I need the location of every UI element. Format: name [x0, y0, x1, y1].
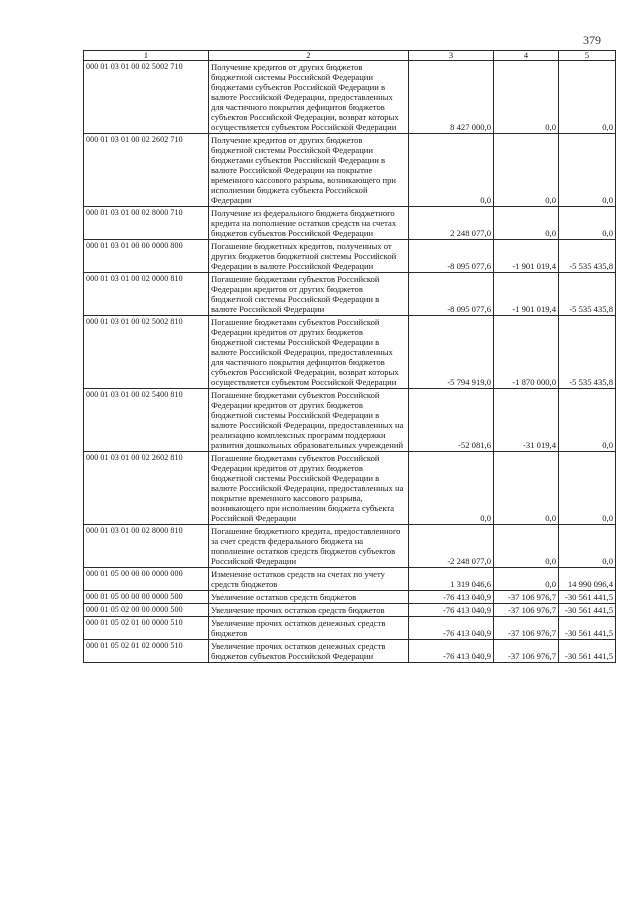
budget-code-cell: 000 01 03 01 00 02 8000 710 — [84, 207, 209, 240]
value-col5-cell: -5 535 435,8 — [559, 273, 616, 316]
table-row — [84, 134, 616, 207]
value-col4-cell: 0,0 — [494, 525, 559, 568]
budget-code-cell: 000 01 03 01 00 02 2602 810 — [84, 452, 209, 525]
table-row — [84, 568, 616, 591]
table-row — [84, 591, 616, 604]
value-col4-cell: -1 901 019,4 — [494, 240, 559, 273]
column-header-4: 4 — [494, 51, 559, 61]
description-cell: Получение из федерального бюджета бюджетного кредита на пополнение остатков средств на счетах бюджетов субъектов Российской Федерации — [209, 207, 409, 240]
value-col5-cell: 0,0 — [559, 389, 616, 452]
budget-code-cell: 000 01 03 01 00 02 0000 810 — [84, 273, 209, 316]
column-header-2: 2 — [209, 51, 409, 61]
value-col5-cell: -30 561 441,5 — [559, 604, 616, 617]
budget-code-cell: 000 01 05 02 00 00 0000 500 — [84, 604, 209, 617]
table-row — [84, 640, 616, 663]
value-col4-cell: 0,0 — [494, 568, 559, 591]
description-cell: Получение кредитов от других бюджетов бюджетной системы Российской Федерации бюджетами субъектов Российской Федерации в валюте Российской Федерации, предоставленных для частичного покрытия дефицитов бюджетов субъектов Российской Федерации, возврат которых осуществляется субъектом Российской Федерации — [209, 61, 409, 134]
column-header-5: 5 — [559, 51, 616, 61]
page-number: 379 — [583, 33, 601, 47]
value-col3-cell: -76 413 040,9 — [409, 604, 494, 617]
budget-code-cell: 000 01 03 01 00 00 0000 800 — [84, 240, 209, 273]
value-col3-cell: -8 095 077,6 — [409, 273, 494, 316]
value-col5-cell: 0,0 — [559, 452, 616, 525]
table-row — [84, 207, 616, 240]
description-cell: Изменение остатков средств на счетах по учету средств бюджетов — [209, 568, 409, 591]
value-col3-cell: -76 413 040,9 — [409, 617, 494, 640]
table-header-row — [84, 51, 616, 61]
budget-code-cell: 000 01 03 01 00 02 8000 810 — [84, 525, 209, 568]
value-col3-cell: -76 413 040,9 — [409, 640, 494, 663]
table-row — [84, 240, 616, 273]
value-col5-cell: -30 561 441,5 — [559, 591, 616, 604]
budget-code-cell: 000 01 05 02 01 02 0000 510 — [84, 640, 209, 663]
table-row — [84, 452, 616, 525]
value-col3-cell: 0,0 — [409, 134, 494, 207]
budget-sources-table — [83, 50, 616, 663]
description-cell: Получение кредитов от других бюджетов бюджетной системы Российской Федерации бюджетами субъектов Российской Федерации в валюте Российской Федерации на покрытие временного кассового разрыва, возникающего при исполнении бюджета субъекта Российской Федерации — [209, 134, 409, 207]
table-row — [84, 389, 616, 452]
value-col3-cell: -8 095 077,6 — [409, 240, 494, 273]
description-cell: Погашение бюджетами субъектов Российской Федерации кредитов от других бюджетов бюджетной системы Российской Федерации в валюте Российской Федерации, предоставленных на покрытие временного кассового разрыва, возникающего при исполнении бюджета субъекта Российской Федерации — [209, 452, 409, 525]
description-cell: Увеличение прочих остатков денежных средств бюджетов — [209, 617, 409, 640]
value-col3-cell: 2 248 077,0 — [409, 207, 494, 240]
description-cell: Увеличение прочих остатков денежных средств бюджетов субъектов Российской Федерации — [209, 640, 409, 663]
value-col4-cell: -37 106 976,7 — [494, 617, 559, 640]
budget-code-cell: 000 01 03 01 00 02 5400 810 — [84, 389, 209, 452]
value-col3-cell: -52 081,6 — [409, 389, 494, 452]
description-cell: Погашение бюджетами субъектов Российской Федерации кредитов от других бюджетов бюджетной системы Российской Федерации в валюте Российской Федерации, предоставленных для частичного покрытия дефицитов бюджетов субъектов Российской Федерации, возврат которых осуществляется субъектом Российской Федерации — [209, 316, 409, 389]
table-row — [84, 316, 616, 389]
description-cell: Увеличение прочих остатков средств бюджетов — [209, 604, 409, 617]
value-col3-cell: -76 413 040,9 — [409, 591, 494, 604]
table-body — [84, 61, 616, 663]
budget-code-cell: 000 01 03 01 00 02 5002 710 — [84, 61, 209, 134]
description-cell: Погашение бюджетного кредита, предоставленного за счет средств федерального бюджета на пополнение остатков средств бюджетов субъектов Российской Федерации — [209, 525, 409, 568]
budget-code-cell: 000 01 03 01 00 02 5002 810 — [84, 316, 209, 389]
value-col4-cell: -1 901 019,4 — [494, 273, 559, 316]
table-row — [84, 604, 616, 617]
value-col3-cell: -2 248 077,0 — [409, 525, 494, 568]
value-col3-cell: -5 794 919,0 — [409, 316, 494, 389]
budget-code-cell: 000 01 05 00 00 00 0000 000 — [84, 568, 209, 591]
value-col3-cell: 8 427 000,0 — [409, 61, 494, 134]
budget-code-cell: 000 01 05 02 01 00 0000 510 — [84, 617, 209, 640]
value-col4-cell: 0,0 — [494, 452, 559, 525]
value-col5-cell: -5 535 435,8 — [559, 240, 616, 273]
column-header-1: 1 — [84, 51, 209, 61]
value-col4-cell: -37 106 976,7 — [494, 591, 559, 604]
table-row — [84, 617, 616, 640]
value-col5-cell: -5 535 435,8 — [559, 316, 616, 389]
budget-code-cell: 000 01 03 01 00 02 2602 710 — [84, 134, 209, 207]
value-col4-cell: -31 019,4 — [494, 389, 559, 452]
table-row — [84, 525, 616, 568]
description-cell: Погашение бюджетами субъектов Российской Федерации кредитов от других бюджетов бюджетной системы Российской Федерации в валюте Российской Федерации, предоставленных на реализацию комплексных программ поддержки развития дошкольных образовательных учреждений — [209, 389, 409, 452]
value-col4-cell: -37 106 976,7 — [494, 604, 559, 617]
budget-code-cell: 000 01 05 00 00 00 0000 500 — [84, 591, 209, 604]
value-col3-cell: 0,0 — [409, 452, 494, 525]
value-col4-cell: -1 870 000,0 — [494, 316, 559, 389]
description-cell: Погашение бюджетами субъектов Российской Федерации кредитов от других бюджетов бюджетной системы Российской Федерации в валюте Российской Федерации — [209, 273, 409, 316]
value-col5-cell: 0,0 — [559, 525, 616, 568]
value-col5-cell: 0,0 — [559, 207, 616, 240]
value-col5-cell: -30 561 441,5 — [559, 617, 616, 640]
value-col4-cell: 0,0 — [494, 134, 559, 207]
value-col5-cell: 0,0 — [559, 134, 616, 207]
description-cell: Погашение бюджетных кредитов, полученных от других бюджетов бюджетной системы Российской Федерации в валюте Российской Федерации — [209, 240, 409, 273]
value-col4-cell: 0,0 — [494, 207, 559, 240]
value-col5-cell: 0,0 — [559, 61, 616, 134]
value-col3-cell: 1 319 046,6 — [409, 568, 494, 591]
column-header-3: 3 — [409, 51, 494, 61]
description-cell: Увеличение остатков средств бюджетов — [209, 591, 409, 604]
table-row — [84, 61, 616, 134]
value-col4-cell: -37 106 976,7 — [494, 640, 559, 663]
value-col4-cell: 0,0 — [494, 61, 559, 134]
table-row — [84, 273, 616, 316]
value-col5-cell: 14 990 096,4 — [559, 568, 616, 591]
value-col5-cell: -30 561 441,5 — [559, 640, 616, 663]
